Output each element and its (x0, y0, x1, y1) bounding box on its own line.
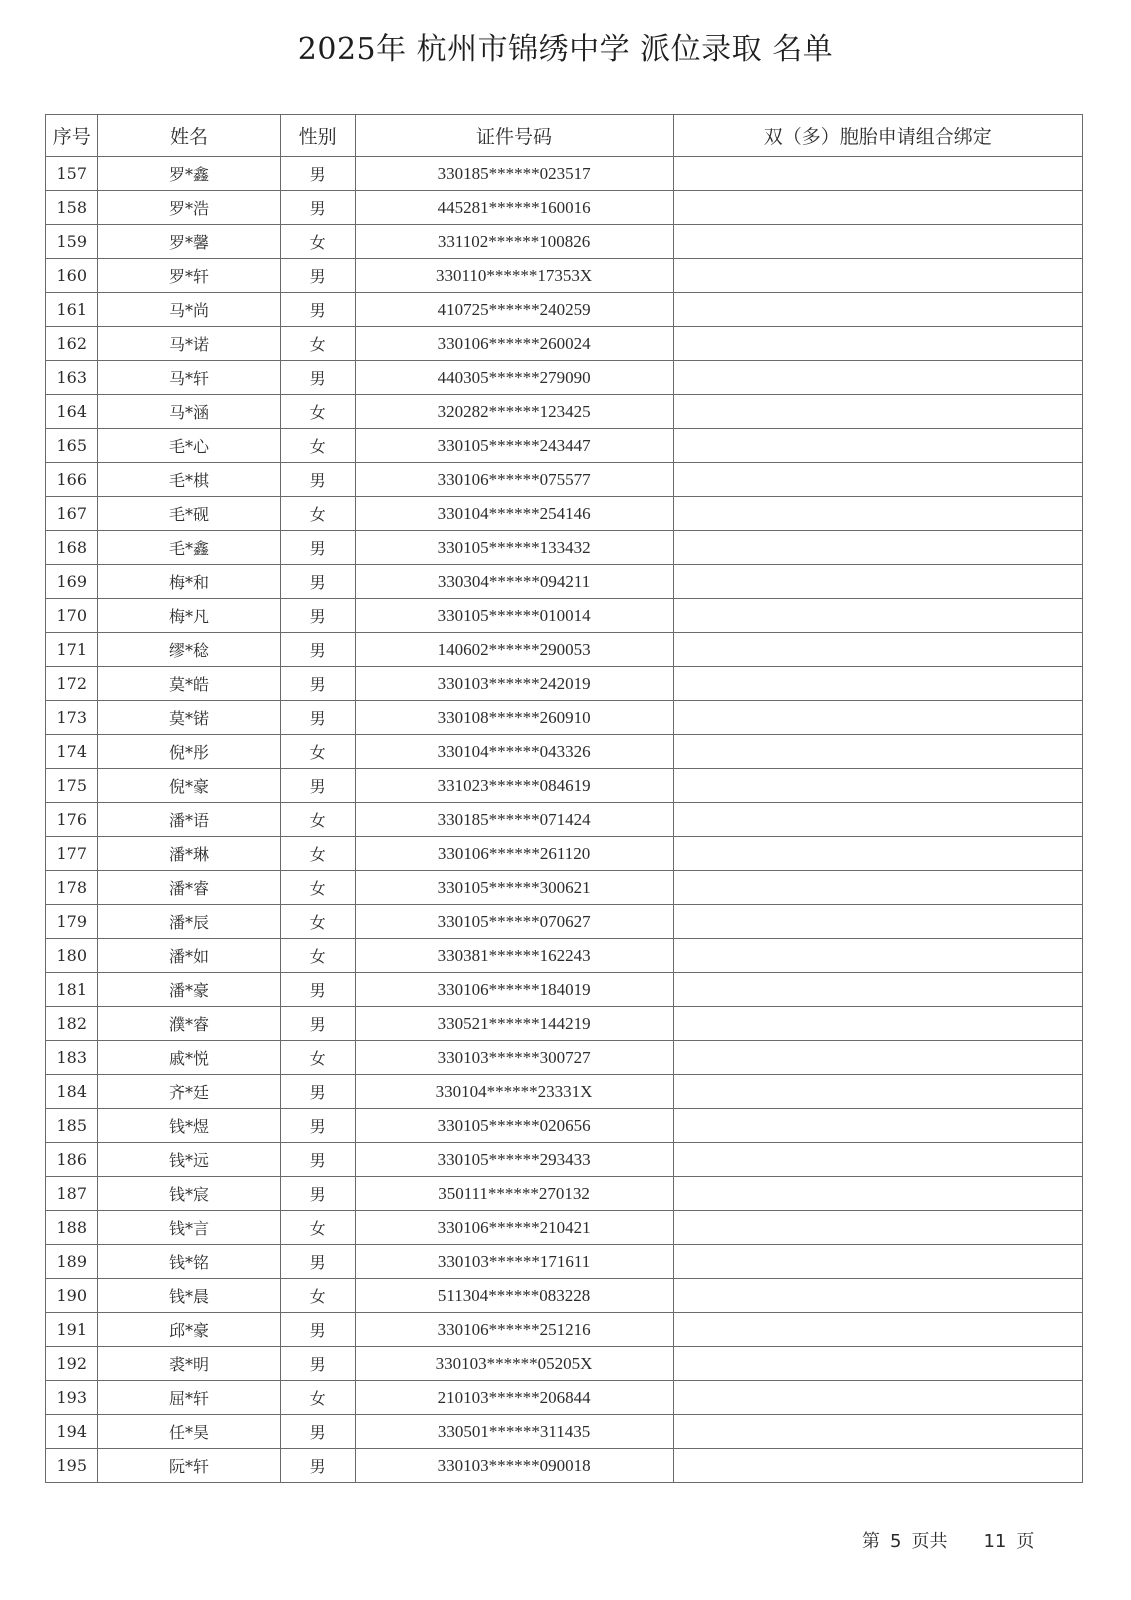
cell-id: 511304******083228 (355, 1279, 673, 1313)
table-row (46, 735, 1083, 769)
cell-seq: 158 (46, 191, 98, 225)
cell-seq: 167 (46, 497, 98, 531)
table-row (46, 225, 1083, 259)
footer-middle: 页共 (911, 1531, 948, 1552)
cell-id: 330185******071424 (355, 803, 673, 837)
cell-twins (673, 599, 1083, 633)
cell-twins (673, 293, 1083, 327)
table-row (46, 1449, 1083, 1483)
cell-seq: 183 (46, 1041, 98, 1075)
cell-seq: 192 (46, 1347, 98, 1381)
cell-name: 马*涵 (98, 395, 280, 429)
cell-name: 屈*轩 (98, 1381, 280, 1415)
cell-seq: 163 (46, 361, 98, 395)
table-row (46, 769, 1083, 803)
cell-seq: 179 (46, 905, 98, 939)
cell-id: 330105******293433 (355, 1143, 673, 1177)
cell-name: 钱*言 (98, 1211, 280, 1245)
cell-name: 毛*鑫 (98, 531, 280, 565)
cell-gender: 女 (280, 837, 355, 871)
table-row (46, 905, 1083, 939)
cell-id: 330105******070627 (355, 905, 673, 939)
cell-name: 潘*语 (98, 803, 280, 837)
cell-gender: 女 (280, 429, 355, 463)
header-gender: 性别 (280, 115, 355, 157)
table-row (46, 837, 1083, 871)
cell-id: 330105******020656 (355, 1109, 673, 1143)
cell-id: 330103******300727 (355, 1041, 673, 1075)
table-row (46, 565, 1083, 599)
cell-twins (673, 1415, 1083, 1449)
cell-name: 莫*锘 (98, 701, 280, 735)
cell-gender: 女 (280, 395, 355, 429)
cell-gender: 女 (280, 497, 355, 531)
cell-seq: 191 (46, 1313, 98, 1347)
cell-gender: 女 (280, 735, 355, 769)
cell-seq: 176 (46, 803, 98, 837)
cell-twins (673, 395, 1083, 429)
cell-id: 320282******123425 (355, 395, 673, 429)
cell-name: 罗*浩 (98, 191, 280, 225)
table-row (46, 1109, 1083, 1143)
cell-name: 毛*心 (98, 429, 280, 463)
cell-twins (673, 1245, 1083, 1279)
cell-seq: 166 (46, 463, 98, 497)
cell-id: 330521******144219 (355, 1007, 673, 1041)
cell-name: 马*轩 (98, 361, 280, 395)
cell-seq: 165 (46, 429, 98, 463)
cell-name: 罗*鑫 (98, 157, 280, 191)
cell-seq: 189 (46, 1245, 98, 1279)
cell-twins (673, 871, 1083, 905)
cell-twins (673, 361, 1083, 395)
table-row (46, 1211, 1083, 1245)
cell-name: 梅*和 (98, 565, 280, 599)
cell-gender: 男 (280, 701, 355, 735)
cell-seq: 161 (46, 293, 98, 327)
cell-seq: 157 (46, 157, 98, 191)
cell-name: 钱*晨 (98, 1279, 280, 1313)
cell-name: 梅*凡 (98, 599, 280, 633)
cell-gender: 男 (280, 463, 355, 497)
cell-twins (673, 803, 1083, 837)
cell-twins (673, 1449, 1083, 1483)
cell-id: 330108******260910 (355, 701, 673, 735)
page-footer (862, 1527, 1034, 1553)
cell-seq: 159 (46, 225, 98, 259)
cell-twins (673, 1143, 1083, 1177)
cell-seq: 169 (46, 565, 98, 599)
cell-id: 330104******043326 (355, 735, 673, 769)
cell-id: 330106******075577 (355, 463, 673, 497)
cell-name: 莫*皓 (98, 667, 280, 701)
cell-gender: 男 (280, 1415, 355, 1449)
cell-seq: 190 (46, 1279, 98, 1313)
cell-name: 缪*稔 (98, 633, 280, 667)
cell-gender: 女 (280, 1041, 355, 1075)
cell-gender: 男 (280, 1347, 355, 1381)
cell-seq: 194 (46, 1415, 98, 1449)
table-row (46, 327, 1083, 361)
table-row (46, 1041, 1083, 1075)
table-row (46, 531, 1083, 565)
table-row (46, 803, 1083, 837)
table-row (46, 293, 1083, 327)
table-row (46, 1415, 1083, 1449)
cell-gender: 男 (280, 1313, 355, 1347)
cell-seq: 173 (46, 701, 98, 735)
cell-id: 330106******260024 (355, 327, 673, 361)
cell-seq: 177 (46, 837, 98, 871)
cell-seq: 172 (46, 667, 98, 701)
table-row (46, 1347, 1083, 1381)
cell-seq: 187 (46, 1177, 98, 1211)
cell-seq: 181 (46, 973, 98, 1007)
cell-id: 445281******160016 (355, 191, 673, 225)
cell-gender: 女 (280, 327, 355, 361)
cell-id: 330104******254146 (355, 497, 673, 531)
cell-twins (673, 701, 1083, 735)
cell-twins (673, 939, 1083, 973)
cell-name: 任*昊 (98, 1415, 280, 1449)
cell-id: 330105******300621 (355, 871, 673, 905)
cell-gender: 男 (280, 293, 355, 327)
cell-seq: 193 (46, 1381, 98, 1415)
cell-twins (673, 429, 1083, 463)
table-row (46, 1075, 1083, 1109)
cell-gender: 男 (280, 1177, 355, 1211)
cell-gender: 男 (280, 1007, 355, 1041)
page-title: 2025年 杭州市锦绣中学 派位录取 名单 (297, 32, 834, 67)
cell-seq: 175 (46, 769, 98, 803)
cell-id: 330106******251216 (355, 1313, 673, 1347)
cell-twins (673, 1279, 1083, 1313)
cell-seq: 182 (46, 1007, 98, 1041)
cell-id: 330103******05205X (355, 1347, 673, 1381)
table-row (46, 361, 1083, 395)
cell-gender: 男 (280, 973, 355, 1007)
cell-seq: 188 (46, 1211, 98, 1245)
cell-gender: 男 (280, 1075, 355, 1109)
cell-twins (673, 1211, 1083, 1245)
cell-twins (673, 463, 1083, 497)
cell-name: 钱*铭 (98, 1245, 280, 1279)
cell-seq: 168 (46, 531, 98, 565)
table-row (46, 463, 1083, 497)
cell-id: 330304******094211 (355, 565, 673, 599)
cell-gender: 女 (280, 225, 355, 259)
cell-twins (673, 327, 1083, 361)
cell-seq: 162 (46, 327, 98, 361)
cell-twins (673, 259, 1083, 293)
cell-id: 330106******184019 (355, 973, 673, 1007)
table-row (46, 939, 1083, 973)
cell-name: 裘*明 (98, 1347, 280, 1381)
cell-gender: 男 (280, 1109, 355, 1143)
header-twins: 双（多）胞胎申请组合绑定 (673, 115, 1083, 157)
cell-twins (673, 497, 1083, 531)
table-row (46, 395, 1083, 429)
cell-id: 330105******243447 (355, 429, 673, 463)
cell-gender: 男 (280, 1449, 355, 1483)
table-row (46, 633, 1083, 667)
cell-gender: 男 (280, 667, 355, 701)
cell-twins (673, 973, 1083, 1007)
footer-total-pages: 11 (983, 1531, 1007, 1552)
cell-seq: 186 (46, 1143, 98, 1177)
cell-seq: 171 (46, 633, 98, 667)
cell-twins (673, 565, 1083, 599)
cell-seq: 184 (46, 1075, 98, 1109)
cell-gender: 男 (280, 599, 355, 633)
cell-id: 210103******206844 (355, 1381, 673, 1415)
table-row (46, 157, 1083, 191)
cell-seq: 170 (46, 599, 98, 633)
table-row (46, 191, 1083, 225)
cell-gender: 男 (280, 361, 355, 395)
footer-prefix: 第 (862, 1531, 880, 1552)
cell-seq: 160 (46, 259, 98, 293)
table-row (46, 1313, 1083, 1347)
cell-seq: 185 (46, 1109, 98, 1143)
table-row (46, 701, 1083, 735)
cell-gender: 女 (280, 1279, 355, 1313)
cell-twins (673, 225, 1083, 259)
cell-id: 331102******100826 (355, 225, 673, 259)
footer-suffix: 页 (1016, 1531, 1035, 1552)
cell-gender: 男 (280, 1245, 355, 1279)
cell-twins (673, 1381, 1083, 1415)
table-row (46, 259, 1083, 293)
cell-id: 350111******270132 (355, 1177, 673, 1211)
table-row (46, 599, 1083, 633)
cell-name: 毛*棋 (98, 463, 280, 497)
cell-gender: 男 (280, 157, 355, 191)
cell-id: 330103******242019 (355, 667, 673, 701)
cell-name: 罗*馨 (98, 225, 280, 259)
cell-id: 330103******090018 (355, 1449, 673, 1483)
table-header-row (46, 115, 1083, 157)
cell-id: 410725******240259 (355, 293, 673, 327)
table-row (46, 1381, 1083, 1415)
cell-name: 毛*砚 (98, 497, 280, 531)
cell-twins (673, 157, 1083, 191)
cell-gender: 男 (280, 531, 355, 565)
cell-gender: 男 (280, 191, 355, 225)
table-row (46, 871, 1083, 905)
header-seq: 序号 (46, 115, 98, 157)
cell-gender: 女 (280, 905, 355, 939)
cell-gender: 男 (280, 769, 355, 803)
cell-twins (673, 837, 1083, 871)
footer-page-number: 5 (890, 1531, 902, 1552)
cell-name: 戚*悦 (98, 1041, 280, 1075)
cell-name: 潘*睿 (98, 871, 280, 905)
cell-name: 齐*廷 (98, 1075, 280, 1109)
cell-id: 330104******23331X (355, 1075, 673, 1109)
cell-seq: 195 (46, 1449, 98, 1483)
cell-id: 140602******290053 (355, 633, 673, 667)
cell-twins (673, 769, 1083, 803)
cell-name: 罗*轩 (98, 259, 280, 293)
cell-gender: 女 (280, 1381, 355, 1415)
header-name: 姓名 (98, 115, 280, 157)
cell-twins (673, 1075, 1083, 1109)
cell-name: 钱*宸 (98, 1177, 280, 1211)
cell-seq: 180 (46, 939, 98, 973)
cell-id: 440305******279090 (355, 361, 673, 395)
cell-twins (673, 191, 1083, 225)
cell-twins (673, 633, 1083, 667)
cell-id: 330106******261120 (355, 837, 673, 871)
table-row (46, 1007, 1083, 1041)
table-row (46, 1177, 1083, 1211)
table-row (46, 667, 1083, 701)
table-row (46, 973, 1083, 1007)
cell-twins (673, 1109, 1083, 1143)
cell-id: 330501******311435 (355, 1415, 673, 1449)
table-row (46, 429, 1083, 463)
cell-seq: 178 (46, 871, 98, 905)
cell-name: 钱*远 (98, 1143, 280, 1177)
cell-id: 330106******210421 (355, 1211, 673, 1245)
cell-id: 331023******084619 (355, 769, 673, 803)
cell-gender: 女 (280, 803, 355, 837)
cell-gender: 女 (280, 871, 355, 905)
cell-name: 倪*豪 (98, 769, 280, 803)
cell-name: 马*尚 (98, 293, 280, 327)
cell-gender: 男 (280, 1143, 355, 1177)
cell-twins (673, 1007, 1083, 1041)
cell-twins (673, 667, 1083, 701)
cell-twins (673, 1041, 1083, 1075)
cell-id: 330185******023517 (355, 157, 673, 191)
cell-id: 330110******17353X (355, 259, 673, 293)
cell-gender: 男 (280, 259, 355, 293)
cell-seq: 174 (46, 735, 98, 769)
cell-id: 330103******171611 (355, 1245, 673, 1279)
cell-name: 潘*琳 (98, 837, 280, 871)
cell-id: 330105******133432 (355, 531, 673, 565)
cell-gender: 男 (280, 633, 355, 667)
cell-gender: 女 (280, 939, 355, 973)
cell-twins (673, 735, 1083, 769)
table-row (46, 1245, 1083, 1279)
cell-id: 330105******010014 (355, 599, 673, 633)
cell-id: 330381******162243 (355, 939, 673, 973)
cell-gender: 男 (280, 565, 355, 599)
cell-name: 邱*豪 (98, 1313, 280, 1347)
cell-twins (673, 905, 1083, 939)
cell-name: 濮*睿 (98, 1007, 280, 1041)
table-row (46, 1143, 1083, 1177)
header-id: 证件号码 (355, 115, 673, 157)
table-row (46, 497, 1083, 531)
cell-twins (673, 531, 1083, 565)
cell-seq: 164 (46, 395, 98, 429)
cell-name: 倪*彤 (98, 735, 280, 769)
cell-name: 潘*辰 (98, 905, 280, 939)
cell-gender: 女 (280, 1211, 355, 1245)
table-body (46, 157, 1083, 1483)
cell-name: 阮*轩 (98, 1449, 280, 1483)
cell-name: 潘*如 (98, 939, 280, 973)
cell-name: 马*诺 (98, 327, 280, 361)
cell-twins (673, 1347, 1083, 1381)
admission-table (45, 114, 1083, 1483)
cell-name: 钱*煜 (98, 1109, 280, 1143)
cell-twins (673, 1313, 1083, 1347)
table-row (46, 1279, 1083, 1313)
cell-name: 潘*豪 (98, 973, 280, 1007)
cell-twins (673, 1177, 1083, 1211)
